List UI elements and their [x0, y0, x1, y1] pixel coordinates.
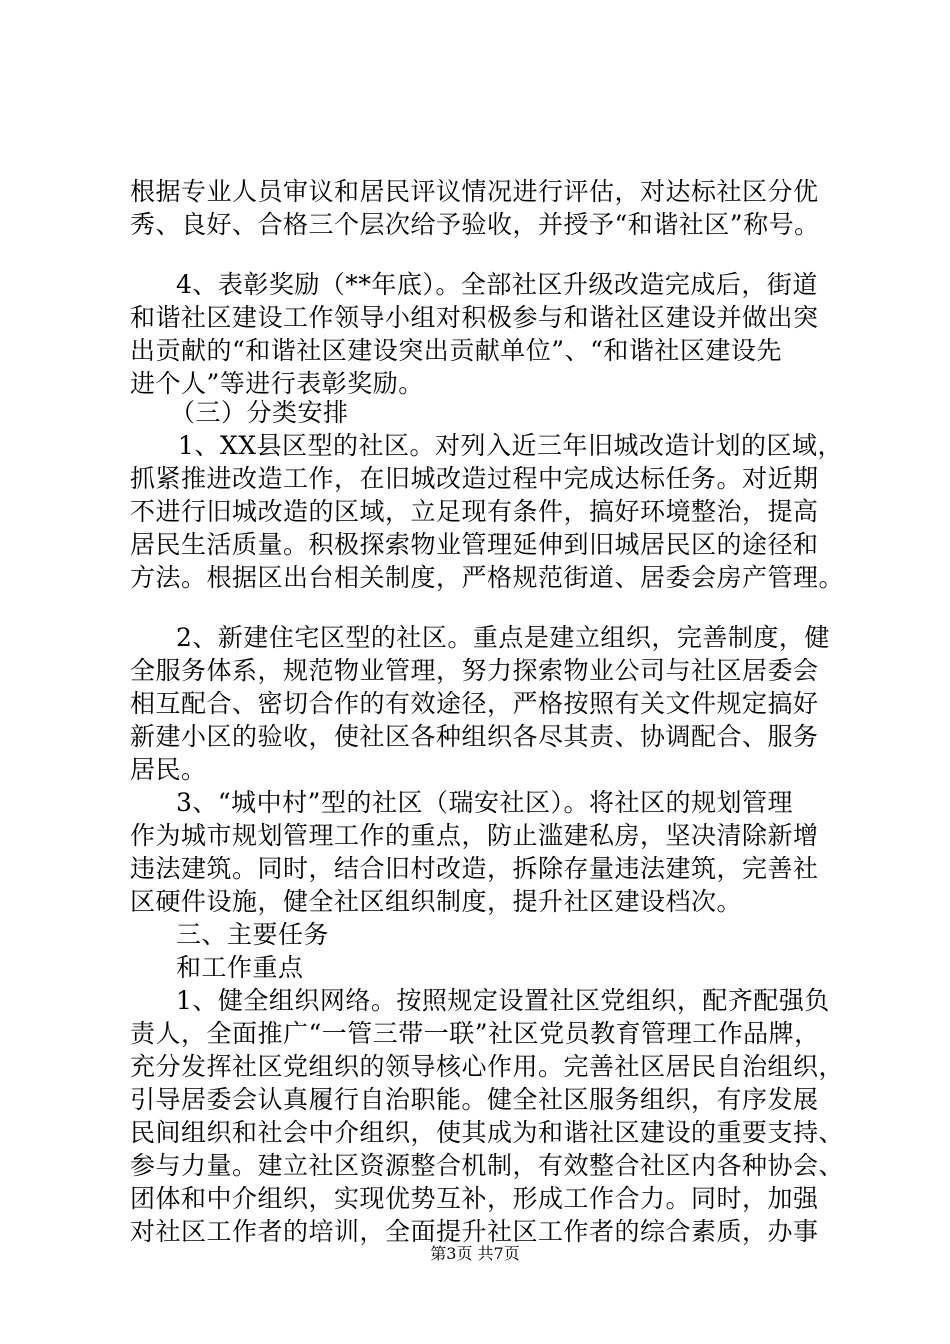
paragraph-line: 作为城市规划管理工作的重点，防止滥建私房，坚决清除新增	[130, 821, 819, 850]
paragraph-line: 和谐社区建设工作领导小组对积极参与和谐社区建设并做出突	[130, 303, 819, 332]
paragraph-line: 全服务体系，规范物业管理，努力探索物业公司与社区居委会	[130, 656, 819, 685]
paragraph-line: 不进行旧城改造的区域，立足现有条件，搞好环境整治，提高	[130, 497, 819, 526]
paragraph-line: 相互配合、密切合作的有效途径，严格按照有关文件规定搞好	[130, 689, 819, 718]
section-heading: （三）分类安排	[170, 398, 349, 427]
paragraph-line: 秀、良好、合格三个层次给予验收，并授予“和谐社区”称号。	[130, 210, 820, 239]
paragraph-line: 居民。	[130, 755, 207, 784]
paragraph-line: 责人，全面推广“一管三带一联”社区党员教育管理工作品牌，	[130, 1019, 820, 1048]
section-heading: 三、主要任务	[176, 920, 330, 949]
paragraph-line: 1、XX县区型的社区。对列入近三年旧城改造计划的区域，	[178, 431, 844, 460]
section-heading: 和工作重点	[176, 953, 304, 982]
paragraph-line: 1、健全组织网络。按照规定设置社区党组织，配齐配强负	[176, 986, 830, 1015]
paragraph-line: 4、表彰奖励（**年底）。全部社区升级改造完成后，街道	[176, 270, 818, 299]
paragraph-line: 根据专业人员审议和居民评议情况进行评估，对达标社区分优	[130, 177, 819, 206]
paragraph-line: 进个人”等进行表彰奖励。	[130, 369, 424, 398]
paragraph-line: 违法建筑。同时，结合旧村改造，拆除存量违法建筑，完善社	[130, 854, 819, 883]
paragraph-line: 对社区工作者的培训，全面提升社区工作者的综合素质，办事	[130, 1217, 819, 1246]
paragraph-line: 充分发挥社区党组织的领导核心作用。完善社区居民自治组织，	[130, 1052, 845, 1081]
paragraph-line: 2、新建住宅区型的社区。重点是建立组织，完善制度，健	[176, 623, 830, 652]
paragraph-line: 3、“城中村”型的社区（瑞安社区）。将社区的规划管理	[176, 788, 793, 817]
paragraph-line: 方法。根据区出台相关制度，严格规范街道、居委会房产管理。	[130, 563, 845, 592]
page-number-footer: 第3页 共7页	[430, 1244, 520, 1263]
paragraph-line: 新建小区的验收，使社区各种组织各尽其责、协调配合、服务	[130, 722, 819, 751]
paragraph-line: 出贡献的“和谐社区建设突出贡献单位”、“和谐社区建设先	[130, 336, 782, 365]
paragraph-line: 抓紧推进改造工作，在旧城改造过程中完成达标任务。对近期	[130, 464, 819, 493]
paragraph-line: 引导居委会认真履行自治职能。健全社区服务组织，有序发展	[130, 1085, 819, 1114]
paragraph-line: 参与力量。建立社区资源整合机制，有效整合社区内各种协会、	[130, 1151, 845, 1180]
paragraph-line: 区硬件设施，健全社区组织制度，提升社区建设档次。	[130, 887, 743, 916]
paragraph-line: 居民生活质量。积极探索物业管理延伸到旧城居民区的途径和	[130, 530, 819, 559]
paragraph-line: 民间组织和社会中介组织，使其成为和谐社区建设的重要支持、	[130, 1118, 845, 1147]
paragraph-line: 团体和中介组织，实现优势互补，形成工作合力。同时，加强	[130, 1184, 819, 1213]
